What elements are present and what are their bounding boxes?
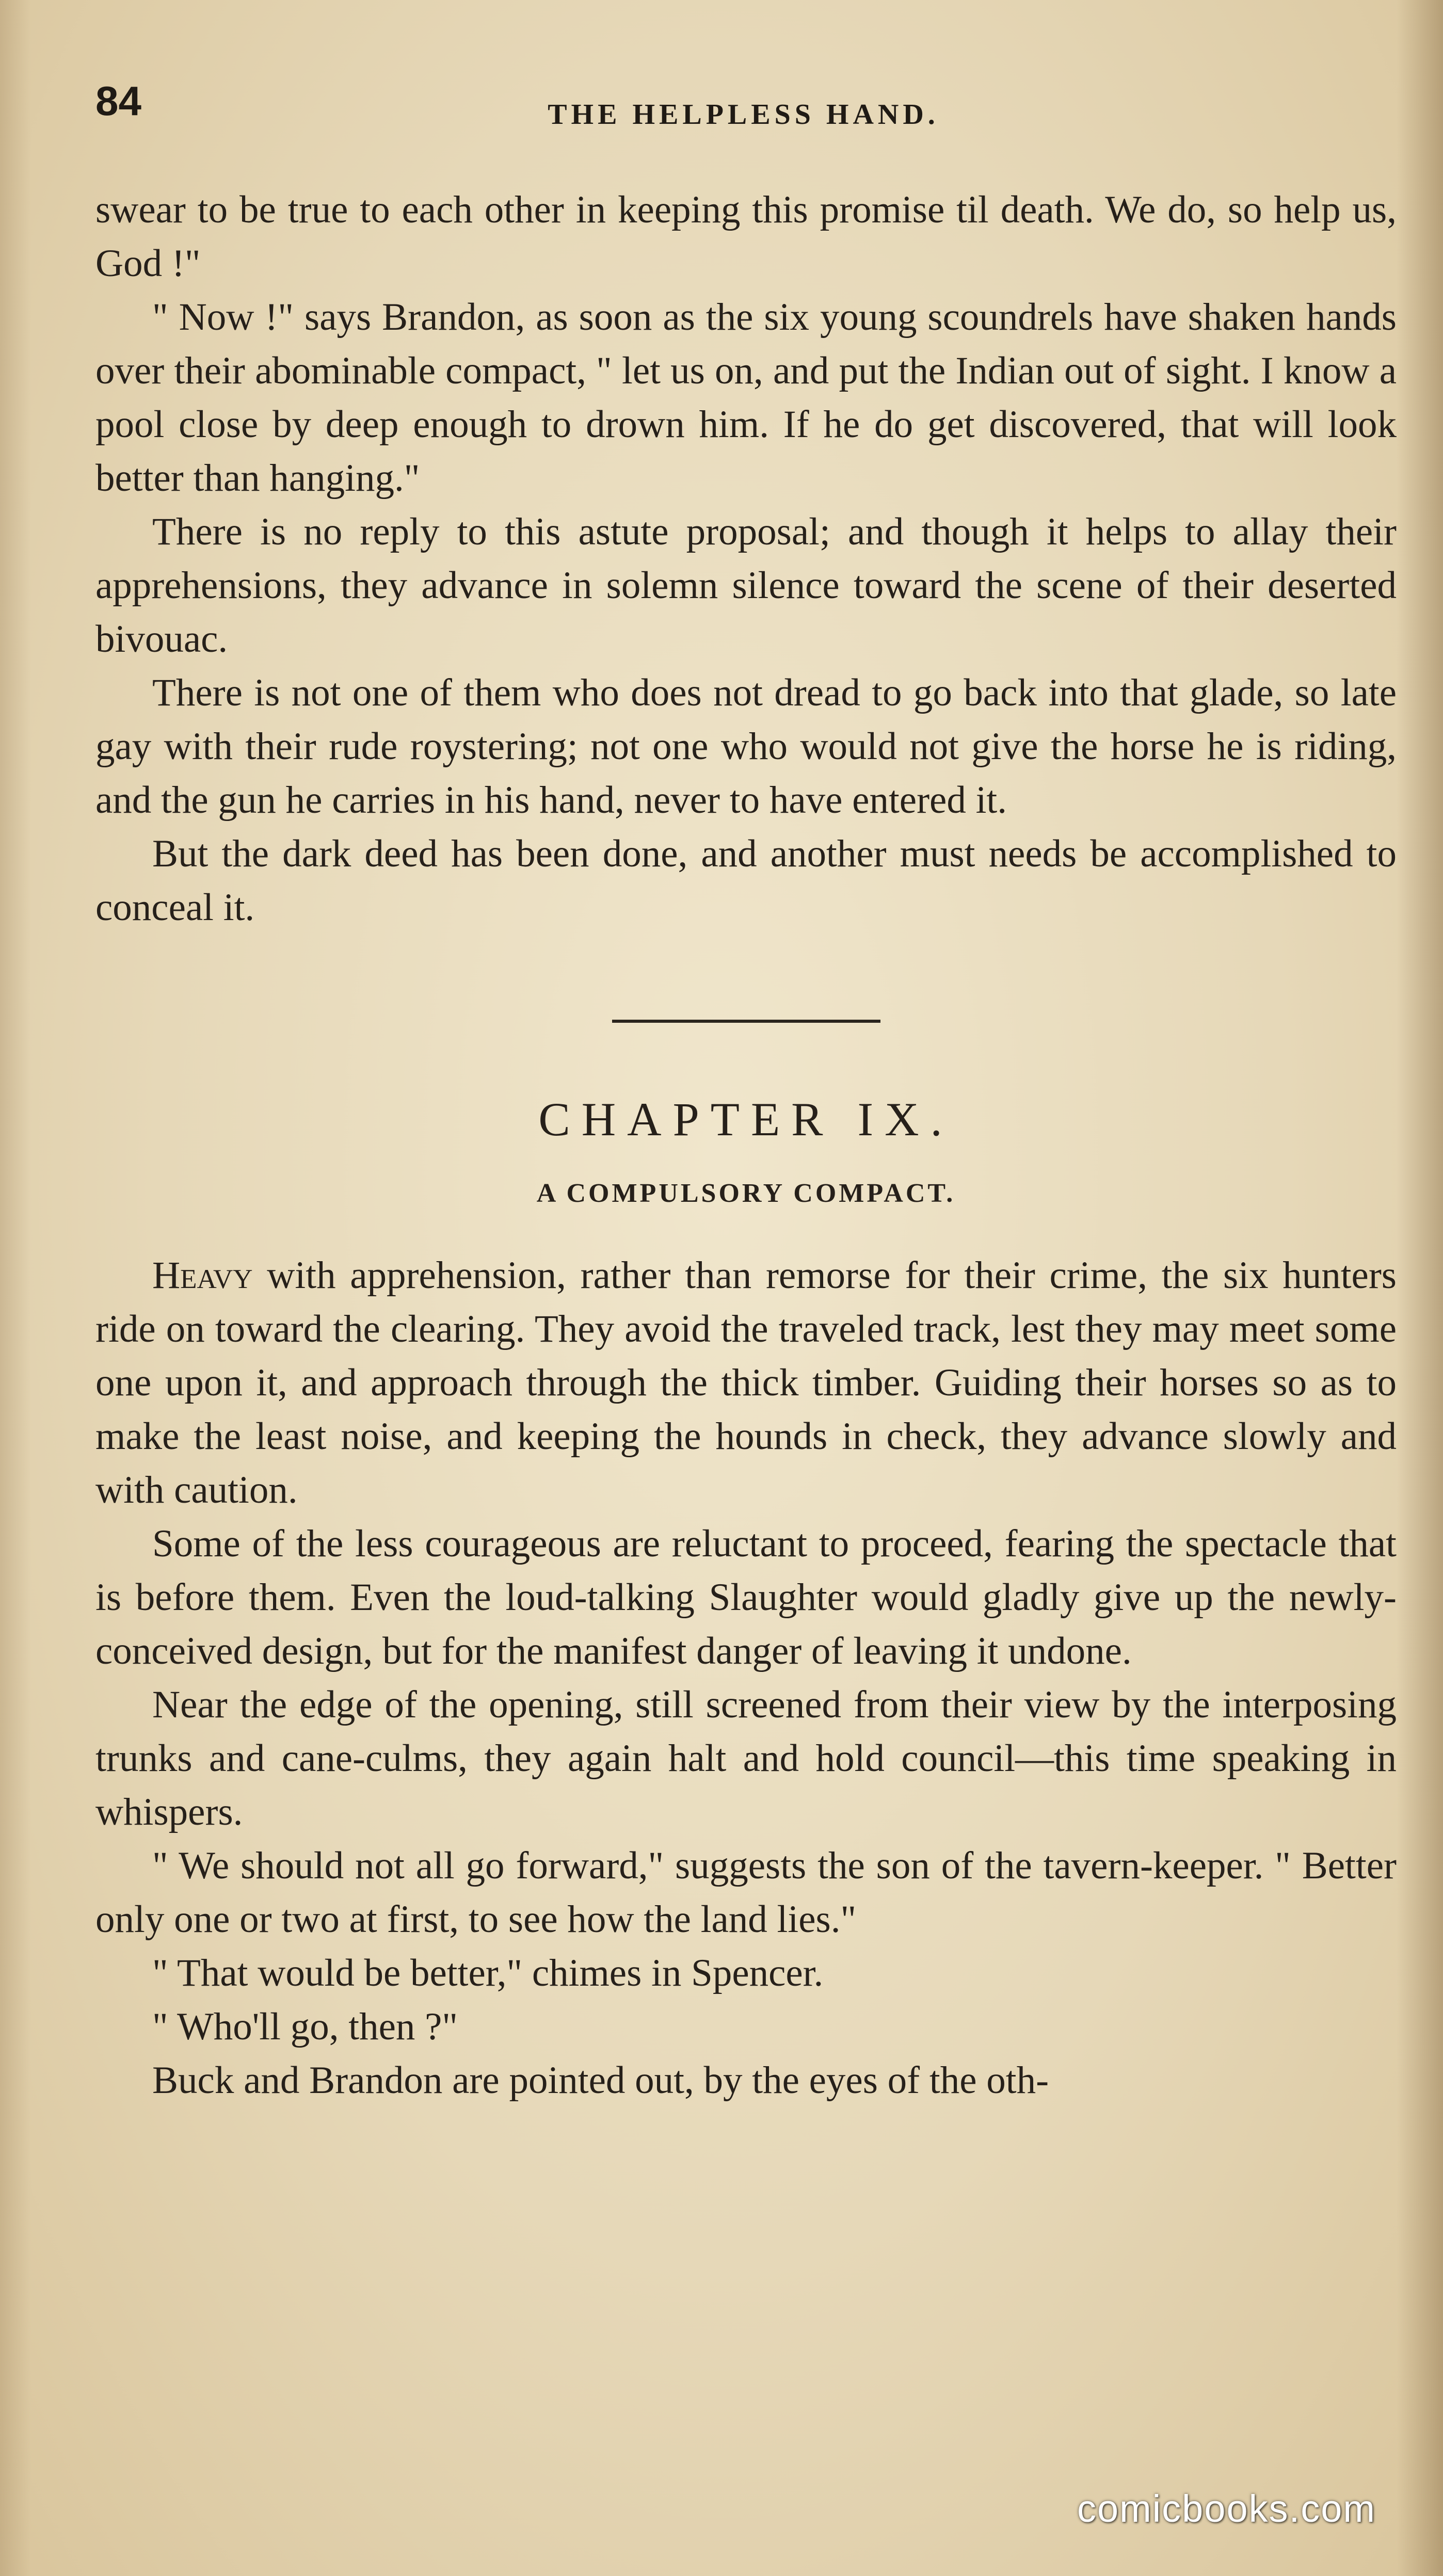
- paragraph: There is not one of them who does not dread to go back into that glade, so late gay with their rude roystering; not one who would not give the horse he is riding, and the gun he carries in his hand, never to have entered it.: [95, 671, 1397, 822]
- paragraph: " Who'll go, then ?": [152, 2005, 458, 2048]
- chapter-opening-word: Heavy: [152, 1254, 253, 1297]
- paragraph: Some of the less courageous are reluctant to proceed, fearing the spectacle that is before them. Even the loud-talking Slaughter would gladly give up the newly-conceived design, but for the manifest danger of leaving it undone.: [95, 1522, 1397, 1672]
- paragraph: Near the edge of the opening, still screened from their view by the interposing trunks and cane-culms, they again halt and hold council—this time speaking in whispers.: [95, 1683, 1397, 1833]
- running-head: THE HELPLESS HAND.: [548, 99, 939, 131]
- body-text: [95, 183, 1397, 2107]
- chapter-subtitle: A COMPULSORY COMPACT.: [536, 1179, 956, 1208]
- paragraph: " That would be better," chimes in Spencer.: [152, 1952, 824, 1994]
- page-right-shadow: [1397, 0, 1443, 2576]
- paragraph: Buck and Brandon are pointed out, by the eyes of the oth-: [152, 2059, 1049, 2102]
- paragraph: " We should not all go forward," suggests the son of the tavern-keeper. " Better only one or two at first, to see how the land lies.": [95, 1844, 1397, 1941]
- section-divider: [612, 1020, 880, 1023]
- paragraph: " Now !" says Brandon, as soon as the six young scoundrels have shaken hands over their abominable compact, " let us on, and put the Indian out of sight. I know a pool close by deep enough to drown him. If he do get discovered, that will look better than hanging.": [95, 296, 1397, 500]
- paragraph: But the dark deed has been done, and another must needs be accomplished to conceal it.: [95, 832, 1397, 929]
- paragraph: There is no reply to this astute proposal; and though it helps to allay their apprehensions, they advance in solemn silence toward the scene of their deserted bivouac.: [95, 510, 1397, 661]
- paragraph: swear to be true to each other in keeping this promise til death. We do, so help us, God !": [95, 188, 1397, 285]
- chapter-opening-text: with apprehension, rather than remorse for their crime, the six hunters ride on toward the clearing. They avoid the traveled track, lest they may meet some one upon it, and approach through the thick timber. Guiding their horses so as to make the least noise, and keeping the hounds in check, they advance slowly and with caution.: [95, 1254, 1397, 1511]
- chapter-opening-paragraph: [95, 1249, 1397, 1517]
- page-number: 84: [95, 78, 141, 124]
- watermark: comicbooks.com: [1077, 2487, 1376, 2530]
- page-left-shadow: [0, 0, 31, 2576]
- page-header: [95, 77, 1391, 134]
- chapter-title: CHAPTER IX.: [538, 1093, 954, 1146]
